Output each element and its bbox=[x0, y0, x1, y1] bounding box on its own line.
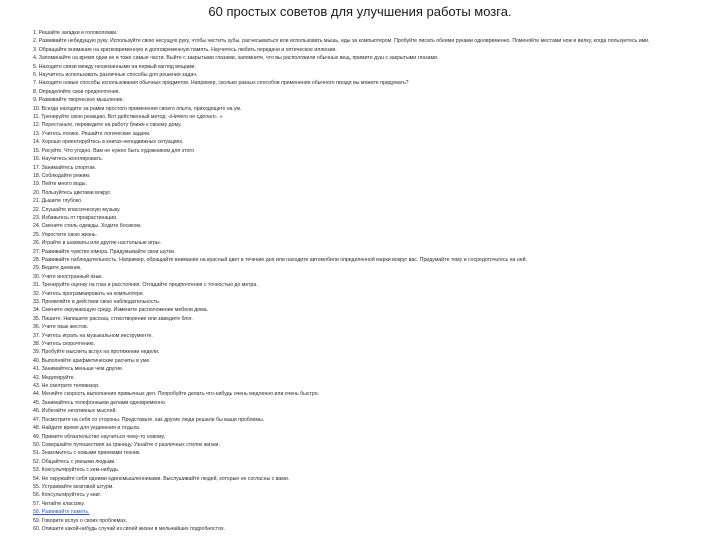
list-item: 19. Пейте много воды. bbox=[33, 181, 87, 188]
list-item: 18. Соблюдайте режим. bbox=[33, 172, 91, 179]
list-item: 55. Устраивайте мозговой штурм. bbox=[33, 483, 114, 490]
list-item: 59. Говорите вслух о своих проблемах. bbox=[33, 517, 128, 524]
list-item: 44. Меняйте скорость выполнения привычных дел. Попробуйте делать что-нибудь очень медленно или очень быстро. bbox=[33, 391, 320, 398]
list-item: 30. Учите иностранный язык. bbox=[33, 273, 104, 280]
list-item: 29. Ведите дневник. bbox=[33, 265, 82, 272]
list-item: 25. Упростите свою жизнь. bbox=[33, 231, 98, 238]
list-item: 38. Учитесь скорочтению. bbox=[33, 341, 95, 348]
list-item: 1. Решайте загадки и головоломки. bbox=[33, 30, 118, 36]
list-item: 39. Пробуйте мыслить вслух на протяжении недели. bbox=[33, 349, 160, 356]
list-item: 50. Совершайте путешествия за границу. Узнайте о различных стилях жизни. bbox=[33, 441, 220, 448]
list-item: 48. Найдите время для уединения и отдыха. bbox=[33, 425, 141, 432]
list-item: 32. Учитесь программировать на компьютере. bbox=[33, 290, 145, 297]
page-title: 60 простых советов для улучшения работы мозга. bbox=[208, 4, 512, 19]
list-item: 54. Не окружайте себя одними единомышленниками. Выслушивайте людей, которые не согласны с вами. bbox=[33, 475, 290, 482]
list-item: 42. Медитируйте. bbox=[33, 374, 75, 381]
list-item: 56. Консультируйтесь у книг. bbox=[33, 492, 102, 499]
list-item: 22. Слушайте классическую музыку. bbox=[33, 206, 121, 213]
list-item: 15. Рисуйте. Что угодно. Вам не нужно быть художником для этого bbox=[33, 147, 195, 154]
list-item: 33. Проявляйте в действии свою наблюдательность. bbox=[33, 299, 161, 305]
list-item: 47. Посмотрите на себя со стороны. Представьте, как другие люди решали бы ваши проблемы. bbox=[33, 416, 265, 423]
list-item: 20. Пользуйтесь цветами вокруг. bbox=[33, 189, 112, 196]
list-item: 23. Избавьтесь от прокрастинации. bbox=[33, 214, 118, 221]
list-item: 49. Примите обязательство научиться чему-то новому. bbox=[33, 433, 166, 440]
list-item: 57. Читайте классику. bbox=[33, 500, 85, 507]
list-item: 3. Обращайте внимание на кратковременную и долговременную память. Научитесь любить передачи и оптическое иллюзии. bbox=[33, 46, 337, 53]
list-item: 40. Выполняйте арифметические расчеты в уме. bbox=[33, 357, 151, 364]
list-item: 2. Развивайте небедущую руку. Используйте свою несущую руку, чтобы чистить зубы, расчесываться или использовать мышь, еды за компьютером. Пробуйте писать обеими руками одновременно. Поменяйте местами нож и вилку, когда пользуетесь ими. bbox=[33, 38, 650, 45]
list-item: 41. Занимайтесь меньше чем другие. bbox=[33, 366, 124, 373]
list-item: 60. Опишите какой-нибудь случай из своей жизни в мельчайших подробностях. bbox=[33, 525, 225, 532]
list-item: 9. Развивайте творческое мышление. bbox=[33, 97, 124, 104]
list-item: 10. Всегда находите за рамки простого применения своего опыта, приходящего на ум. bbox=[33, 105, 242, 112]
list-item: 45. Занимайтесь телефонными делами одновременно. bbox=[33, 399, 167, 406]
list-item: 17. Занимайтесь спортом. bbox=[33, 164, 96, 171]
list-item: 21. Дышите глубоко. bbox=[33, 198, 83, 205]
list-item: 16. Научитесь жонглировать. bbox=[33, 156, 104, 163]
list-item: 34. Смените окружающую среду. Измените расположение мебели дома. bbox=[33, 307, 209, 314]
list-item: 13. Учитесь логике. Решайте логические задачи. bbox=[33, 130, 151, 137]
list-item: 53. Консультируйтесь с кем-нибудь. bbox=[33, 467, 120, 474]
list-item: 12. Перестаньте, переведите на работу ближе к своему дому. bbox=[33, 122, 182, 129]
tips-list bbox=[33, 29, 718, 533]
list-item: 43. Не смотрите телевизор. bbox=[33, 383, 100, 390]
list-item: 5. Находите связи между несвязанными на первый взгляд вещами. bbox=[33, 63, 196, 70]
list-item: 14. Хорошо ориентируйтесь в книгах-неподвижных ситуациях. bbox=[33, 139, 184, 146]
tip-link[interactable]: 58. Развивайте память. bbox=[33, 509, 90, 516]
list-item: 37. Учитесь играть на музыкальном инструменте. bbox=[33, 332, 153, 339]
list-item: 51. Знакомьтесь с новыми приемами техник. bbox=[33, 450, 141, 457]
list-item: 35. Пишите. Напишите рассказ, стихотворение или заведите блог. bbox=[33, 315, 193, 322]
list-item: 26. Играйте в шахматы или другие настольные игры. bbox=[33, 240, 162, 247]
list-item: 7. Находите новые способы использования обычных предметов. Например, сколько разных способов применения обычного гвоздя вы можете придумать? bbox=[33, 80, 409, 87]
list-item: 36. Учите язык жестов. bbox=[33, 324, 89, 331]
list-item: 24. Смените стиль одежды. Ходите босиком. bbox=[33, 223, 142, 230]
list-item: 8. Определяйте свои предпочтения. bbox=[33, 88, 120, 95]
list-item: 52. Общайтесь с умными людьми. bbox=[33, 458, 116, 465]
list-item: 31. Тренируйте оценку на глаз и расстояния. Отгадайте предпочтения с точностью до метра. bbox=[33, 282, 258, 289]
list-item-link[interactable] bbox=[33, 508, 718, 516]
list-item: 6. Научитесь использовать различные способы для решения задач. bbox=[33, 72, 198, 79]
list-item: 11. Тренируйте свою реакцию. Вот действенный метод: «Ничего не сделал». « bbox=[33, 114, 223, 121]
list-item: 46. Избегайте негативных мыслей. bbox=[33, 408, 117, 415]
list-item: 28. Развивайте наблюдательность. Например, обращайте внимание на красный цвет в течение дня или находите автомобили определенной марки вокруг вас. Придумайте тему и сосредоточьтесь на ней. bbox=[33, 256, 527, 263]
list-item: 27. Развивайте чувство юмора. Придумывайте свои шутки. bbox=[33, 248, 176, 255]
list-item: 4. Запоминайте на время одни их и тоже самые части. Выйте с закрытыми глазами, запомните, что вы расположили обычных вещ, примите душ с закрытыми глазами. bbox=[33, 55, 439, 62]
